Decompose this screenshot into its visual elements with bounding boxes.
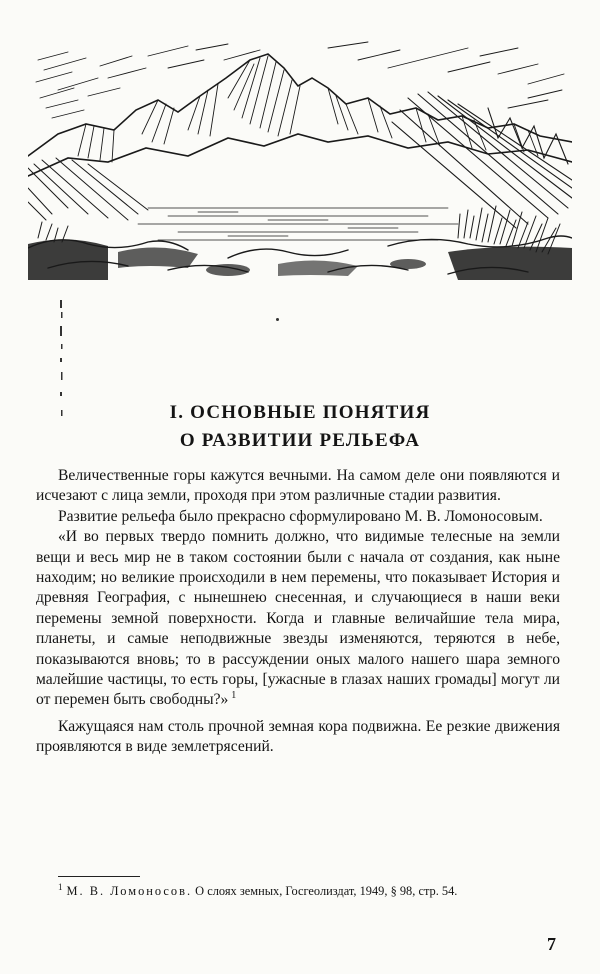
footnote-rule [58,876,140,877]
print-speck [276,318,279,321]
chapter-title [60,399,540,455]
paragraph-lomonosov: Развитие рельефа было прекрасно сформулировано М. В. Ломоносовым. [58,507,543,525]
body-text [36,466,560,758]
mountain-landscape-illustration [28,38,572,280]
paragraph-earth-crust: Кажущаяся нам столь прочной земная кора подвижна. Ее резкие движения проявляются в виде землетрясений. [36,717,560,756]
chapter-title-line-2: О РАЗВИТИИ РЕЛЬЕФА [179,430,421,451]
page-number: 7 [547,934,556,954]
footnote [36,883,560,899]
footnote-number: 1 [58,881,63,892]
paragraph-intro: Величественные горы кажутся вечными. На самом деле они появляются и исчезают с лица земли, проходя при этом различные стадии развития. [36,467,560,505]
chapter-title-line-1: I. ОСНОВНЫЕ ПОНЯТИЯ [169,402,431,423]
paragraph-quote [36,527,560,711]
footnote-author: М. В. Ломоносов. [66,884,193,898]
footnote-text: О слоях земных, Госгеолиздат, 1949, § 98, стр. 54. [195,884,458,898]
quote-text: «И во первых твердо помнить должно, что видимые телесные на земли вещи и весь мир не в таком состоянии были с начала от создания, как ныне находим; но великие происходили в нем перемены, что показывает История и древняя География, с нынешнею снесенная, и случающиеся в наши веки перемены земной поверхности. Когда и главные величайшие тела мира, планеты, и самые неподвижные звезды изменяются, теряются в небе, показываются вновь; то в рассуждении оных малого нашего шара земного малейшие частицы, то есть горы, [ужасные в глазах наших громады] могут ли от перемен быть свободны?» [36,528,560,709]
footnote-reference: 1 [231,690,237,702]
